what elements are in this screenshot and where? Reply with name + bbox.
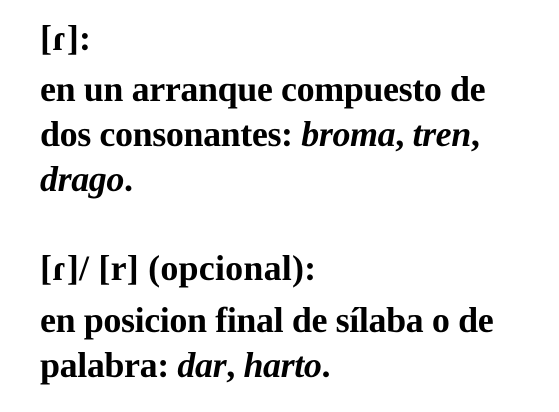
terminal-period: . [124,159,133,199]
example-word-broma: broma [301,114,396,154]
separator: , [395,114,413,154]
section-1-description-text: dos consonantes: [40,114,302,154]
separator: , [226,345,244,385]
section-1-description-line-3 [40,159,133,199]
separator: , [470,114,480,154]
section-2-heading: [ɾ]/ [r] (opcional): [40,248,317,288]
terminal-period: . [321,345,331,385]
example-word-drago: drago [40,159,125,199]
example-word-tren: tren [412,114,471,154]
section-2-description-text: palabra: [40,345,178,385]
section-1-description-line-1: en un arranque compuesto de [40,69,486,109]
section-1-heading: [ɾ]: [40,18,92,58]
section-1-description-line-2 [40,114,480,154]
section-2-description-line-1: en posicion final de sílaba o de [40,300,494,340]
example-word-dar: dar [177,345,227,385]
section-2-description-line-2 [40,345,330,385]
example-word-harto: harto [243,345,322,385]
